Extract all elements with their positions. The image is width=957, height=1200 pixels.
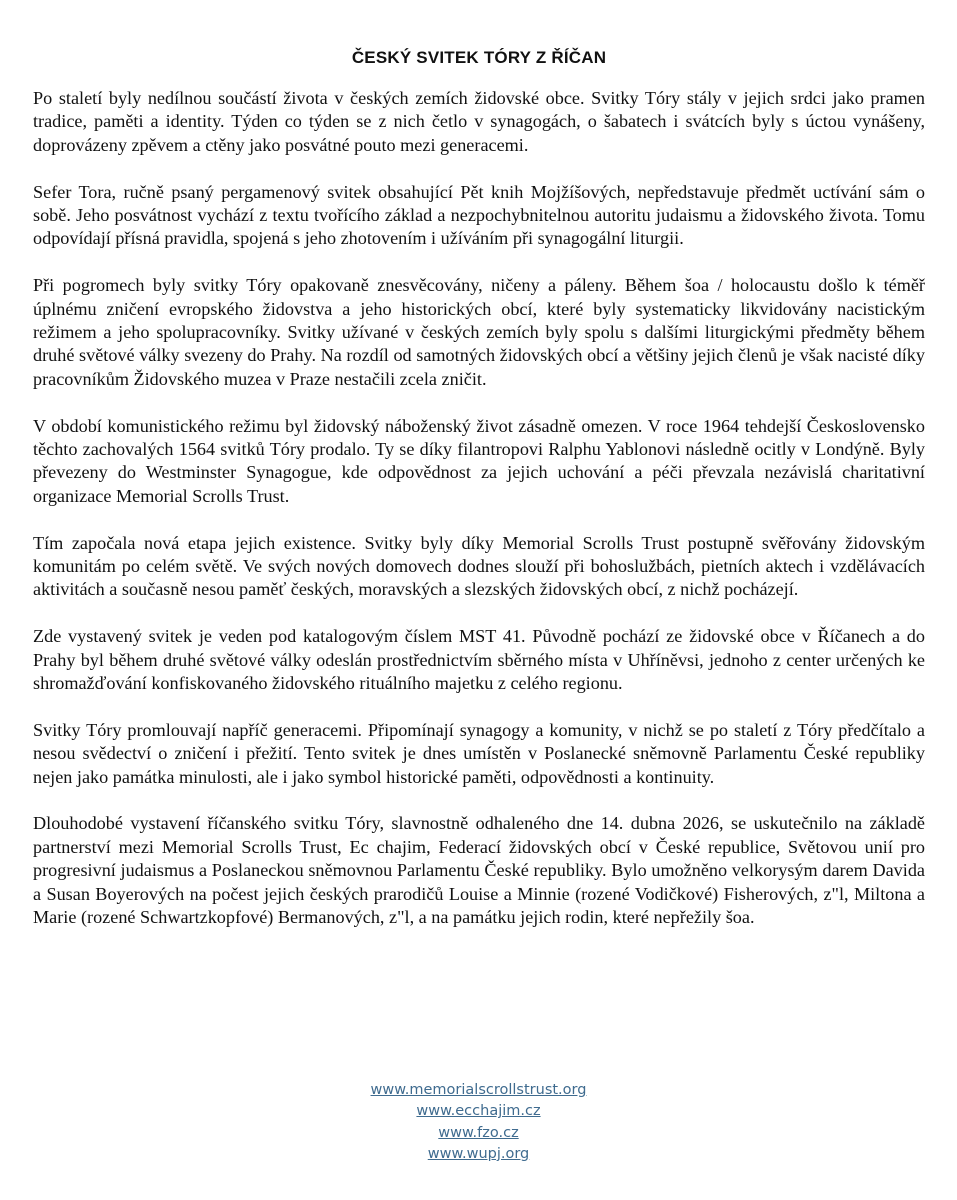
paragraph-4: V období komunistického režimu byl židovský náboženský život zásadně omezen. V roce 1964 tehdejší Československo těchto zachovalých 1564 svitků Tóry prodalo. Ty se díky filantropovi Ralphu Yablonovi následně ocitly v Londýně. Byly převezeny do Westminster Synagogue, kde odpovědnost za jejich uchování a péči převzala nezávislá charitativní organizace Memorial Scrolls Trust. bbox=[33, 415, 925, 506]
paragraph-5: Tím započala nová etapa jejich existence. Svitky byly díky Memorial Scrolls Trust postupně svěřovány židovským komunitám po celém světě. Ve svých nových domovech dodnes slouží při bohoslužbách, pietních aktech i vzdělávacích aktivitách a současně nesou paměť českých, moravských a slezských židovských obcí, z nichž pocházejí. bbox=[33, 532, 925, 600]
link-memorialscrollstrust[interactable]: www.memorialscrollstrust.org bbox=[370, 1082, 587, 1098]
paragraph-6: Zde vystavený svitek je veden pod katalogovým číslem MST 41. Původně pochází ze židovské obce v Říčanech a do Prahy byl během druhé světové války odeslán prostřednictvím sběrného místa v Uhříněvsi, jednoho z center určených ke shromažďování konfiskovaného židovského rituálního majetku z celého regionu. bbox=[33, 626, 925, 694]
paragraph-2: Sefer Tora, ručně psaný pergamenový svitek obsahující Pět knih Mojžíšových, nepředstavuje předmět uctívání sám o sobě. Jeho posvátnost vychází z textu tvořícího základ a nezpochybnitelnou autoritu judaismu a židovského života. Tomu odpovídají přísná pravidla, spojená s jeho zhotovením i užíváním při synagogální liturgii. bbox=[33, 181, 925, 249]
document-body bbox=[33, 48, 925, 953]
paragraph-7: Svitky Tóry promlouvají napříč generacemi. Připomínají synagogy a komunity, v nichž se po staletí z Tóry předčítalo a nesou svědectví o zničení i přežití. Tento svitek je dnes umístěn v Poslanecké sněmovně Parlamentu České republiky nejen jako památka minulosti, ale i jako symbol historické paměti, odpovědnosti a kontinuity. bbox=[33, 719, 925, 787]
link-fzo[interactable]: www.fzo.cz bbox=[438, 1124, 519, 1141]
link-wupj[interactable]: www.wupj.org bbox=[427, 1145, 530, 1162]
paragraph-3: Při pogromech byly svitky Tóry opakovaně znesvěcovány, ničeny a páleny. Během šoa / holocaustu došlo k téměř úplnému zničení evropského židovstva a jeho historických obcí, které byly systematicky likvidovány nacistickým režimem a jeho spolupracovníky. Svitky užívané v českých zemích byly spolu s dalšími liturgickými předměty během druhé světové války svezeny do Prahy. Na rozdíl od samotných židovských obcí a většiny jejich členů je však nacisté díky pracovníkům Židovského muzea v Praze nestačili zcela zničit. bbox=[33, 275, 925, 389]
paragraph-1: Po staletí byly nedílnou součástí života v českých zemích židovské obce. Svitky Tóry stály v jejich srdci jako pramen tradice, paměti a identity. Týden co týden se z nich četlo v synagogách, o šabatech i svátcích byly s úctou vynášeny, doprovázeny zpěvem a ctěny jako posvátné pouto mezi generacemi. bbox=[33, 88, 925, 155]
link-ecchajim[interactable]: www.ecchajim.cz bbox=[416, 1103, 541, 1120]
partner-links bbox=[0, 1080, 957, 1165]
paragraph-8: Dlouhodobé vystavení říčanského svitku Tóry, slavnostně odhaleného dne 14. dubna 2026, se uskutečnilo na základě partnerství mezi Memorial Scrolls Trust, Ec chajim, Federací židovských obcí v České republice, Světovou unií pro progresivní judaismus a Poslaneckou sněmovnou Parlamentu České republiky. Bylo umožněno velkorysým darem Davida a Susan Boyerových na počest jejich českých prarodičů Louise a Minnie (rozené Vodičkové) Fisherových, z"l, Miltona a Marie (rozené Schwartzkopfové) Bermanových, z"l, a na památku jejich rodin, které nepřežily šoa. bbox=[33, 813, 925, 928]
document-title: ČESKÝ SVITEK TÓRY Z ŘÍČAN bbox=[351, 48, 607, 67]
